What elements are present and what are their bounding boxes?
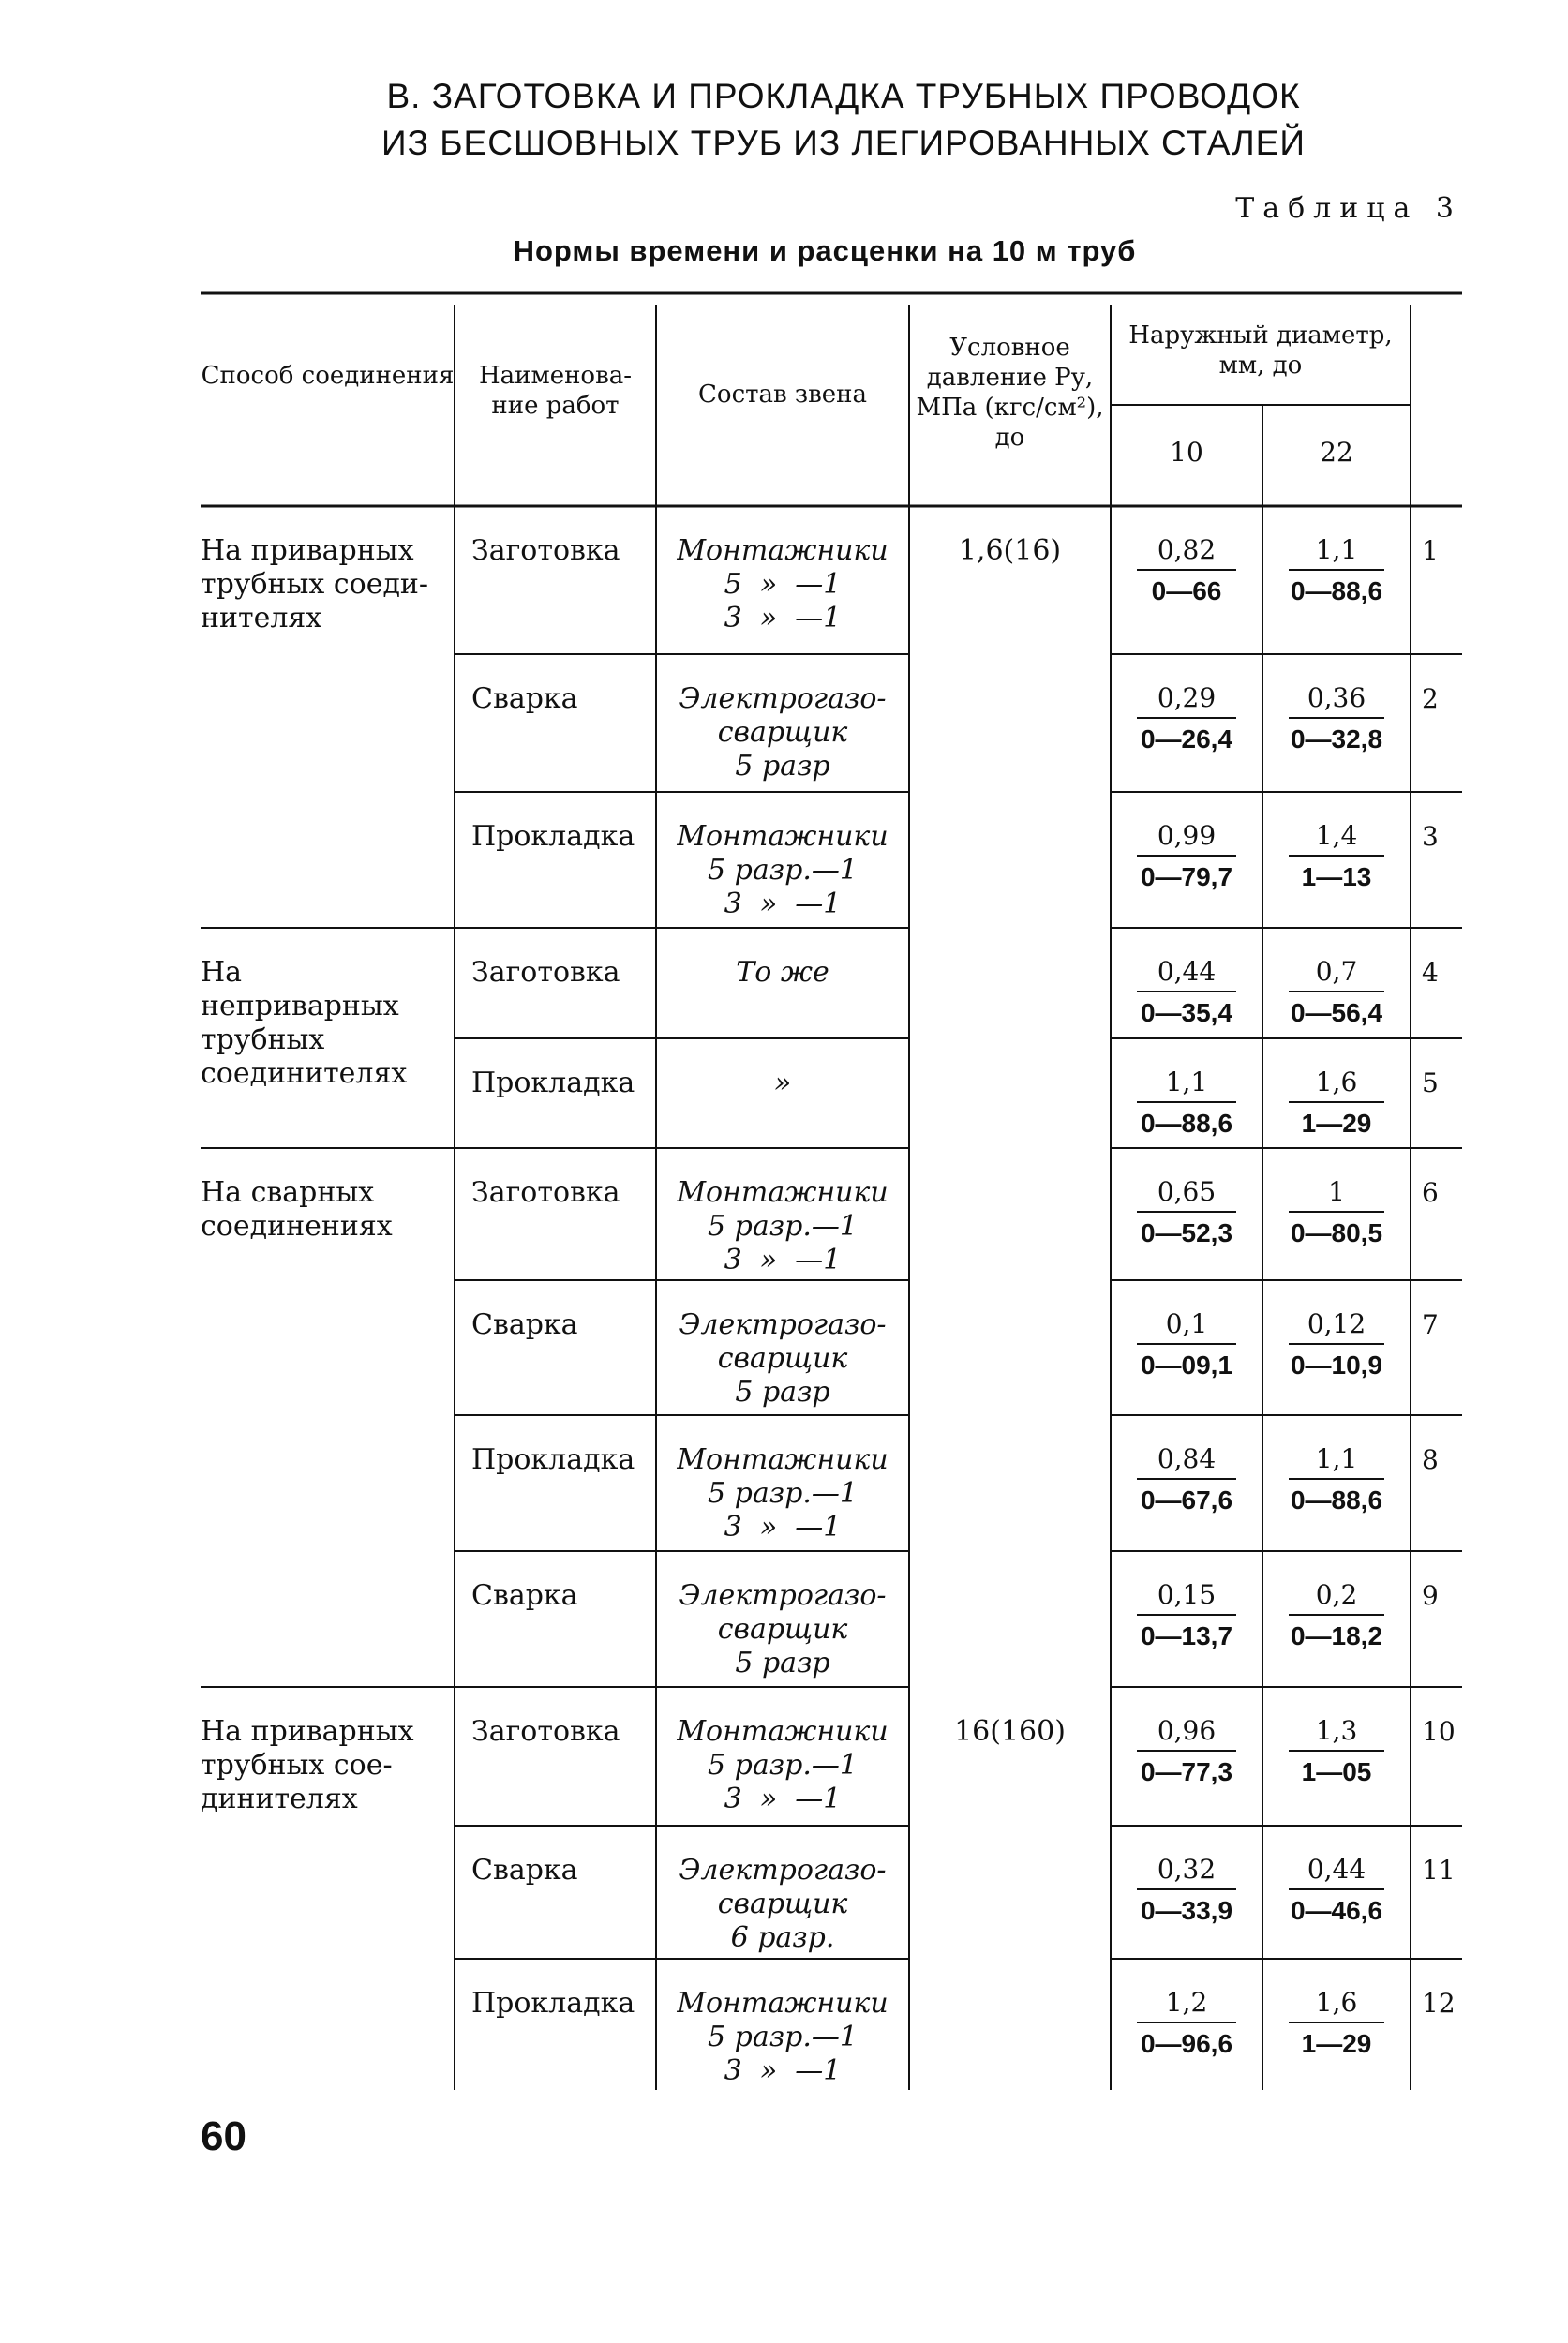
row-number: 2 xyxy=(1422,683,1439,714)
row-number: 5 xyxy=(1422,1067,1439,1098)
rate-d22: 0—80,5 xyxy=(1290,1218,1383,1247)
rate-d10: 0—33,9 xyxy=(1140,1896,1233,1925)
norm-time-d22: 1,4 xyxy=(1315,820,1358,851)
norm-time-d10: 0,96 xyxy=(1157,1715,1217,1746)
rate-d22: 0—56,4 xyxy=(1290,998,1383,1027)
header-d22: 22 xyxy=(1320,437,1353,468)
row-number: 10 xyxy=(1422,1716,1456,1747)
method-label: На приварных трубных соеди-нителях xyxy=(201,534,429,634)
norm-time-d10: 0,32 xyxy=(1157,1854,1217,1885)
rate-d22: 0—10,9 xyxy=(1290,1351,1383,1380)
row-number: 8 xyxy=(1422,1444,1439,1475)
work-name: Заготовка xyxy=(471,1176,620,1209)
work-name: Прокладка xyxy=(471,820,635,853)
title-line-2: ИЗ БЕСШОВНЫХ ТРУБ ИЗ ЛЕГИРОВАННЫХ СТАЛЕЙ xyxy=(381,124,1306,162)
rate-d10: 0—96,6 xyxy=(1140,2029,1233,2058)
page-number: 60 xyxy=(201,2113,246,2159)
work-name: Заготовка xyxy=(471,1715,620,1748)
norm-time-d22: 0,12 xyxy=(1307,1308,1366,1339)
row-number: 7 xyxy=(1422,1309,1439,1340)
rate-d22: 1—29 xyxy=(1301,2029,1372,2058)
header-crew: Состав звена xyxy=(698,381,867,409)
rate-d10: 0—35,4 xyxy=(1140,998,1233,1027)
rate-d10: 0—26,4 xyxy=(1140,724,1233,754)
crew-composition: То же xyxy=(736,956,829,989)
header-pressure: Условное давление Pу, МПа (кгс/см²), до xyxy=(916,334,1104,452)
crew-composition: Электрогазо- сварщик 5 разр xyxy=(679,1579,887,1679)
crew-composition: Электрогазо- сварщик 6 разр. xyxy=(679,1854,887,1954)
crew-composition: Монтажники 5 » —1 3 » —1 xyxy=(677,534,889,634)
row-number: 3 xyxy=(1422,821,1439,852)
crew-composition: » xyxy=(773,1067,792,1099)
row-number: 4 xyxy=(1422,957,1439,988)
norm-time-d10: 1,2 xyxy=(1165,1987,1208,2018)
norm-time-d10: 0,1 xyxy=(1165,1308,1208,1339)
norm-time-d22: 0,36 xyxy=(1307,682,1366,713)
work-name: Сварка xyxy=(471,1308,578,1341)
rate-d10: 0—13,7 xyxy=(1140,1621,1233,1650)
pressure-value: 1,6(16) xyxy=(958,534,1062,567)
header-method: Способ соединения xyxy=(201,362,455,390)
header-work: Наименова-ние работ xyxy=(478,362,633,420)
norm-time-d22: 1,1 xyxy=(1315,1443,1358,1474)
pressure-value: 16(160) xyxy=(954,1715,1066,1748)
row-number: 12 xyxy=(1422,1988,1456,2019)
norm-time-d22: 1,6 xyxy=(1315,1067,1358,1097)
table-label: Таблица 3 xyxy=(1235,192,1462,225)
crew-composition: Монтажники 5 разр.—1 3 » —1 xyxy=(677,820,889,920)
work-name: Прокладка xyxy=(471,1067,635,1099)
rate-d22: 0—88,6 xyxy=(1290,576,1383,605)
work-name: Заготовка xyxy=(471,534,620,567)
norm-time-d22: 1,6 xyxy=(1315,1987,1358,2018)
header-d10: 10 xyxy=(1170,437,1203,468)
row-number: 11 xyxy=(1422,1855,1456,1886)
crew-composition: Электрогазо- сварщик 5 разр xyxy=(679,1308,887,1409)
crew-composition: Монтажники 5 разр.—1 3 » —1 xyxy=(677,1443,889,1544)
rate-d22: 0—32,8 xyxy=(1290,724,1383,754)
method-label: На неприварных трубных соединителях xyxy=(201,956,408,1090)
norm-time-d10: 0,82 xyxy=(1157,534,1217,565)
method-label: На сварных соединениях xyxy=(201,1176,393,1243)
rate-d10: 0—09,1 xyxy=(1140,1351,1233,1380)
norm-time-d10: 0,15 xyxy=(1157,1579,1217,1610)
title-line-1: В. ЗАГОТОВКА И ПРОКЛАДКА ТРУБНЫХ ПРОВОДОК xyxy=(386,77,1301,115)
rate-d22: 1—13 xyxy=(1301,862,1372,891)
row-number: 9 xyxy=(1422,1580,1439,1611)
norm-time-d22: 0,44 xyxy=(1307,1854,1366,1885)
header-diameter: Наружный диаметр, мм, до xyxy=(1128,321,1393,380)
rate-d22: 1—05 xyxy=(1301,1757,1372,1786)
rate-d10: 0—66 xyxy=(1151,576,1222,605)
work-name: Прокладка xyxy=(471,1987,635,2020)
rate-d22: 0—88,6 xyxy=(1290,1485,1383,1515)
work-name: Сварка xyxy=(471,1854,578,1887)
rate-d10: 0—52,3 xyxy=(1140,1218,1233,1247)
crew-composition: Монтажники 5 разр.—1 3 » —1 xyxy=(677,1715,889,1815)
rate-d22: 0—18,2 xyxy=(1290,1621,1383,1650)
table-caption: Нормы времени и расценки на 10 м труб xyxy=(513,234,1137,267)
norm-time-d10: 0,99 xyxy=(1157,820,1217,851)
row-number: 1 xyxy=(1422,535,1439,566)
work-name: Сварка xyxy=(471,1579,578,1612)
rate-d10: 0—88,6 xyxy=(1140,1109,1233,1138)
norm-time-d22: 0,2 xyxy=(1315,1579,1358,1610)
work-name: Прокладка xyxy=(471,1443,635,1476)
rate-d22: 1—29 xyxy=(1301,1109,1372,1138)
row-number: 6 xyxy=(1422,1177,1439,1208)
rate-d22: 0—46,6 xyxy=(1290,1896,1383,1925)
work-name: Заготовка xyxy=(471,956,620,989)
norm-time-d22: 1,3 xyxy=(1315,1715,1358,1746)
norm-time-d22: 1 xyxy=(1328,1176,1345,1207)
method-label: На приварных трубных сое-динителях xyxy=(201,1715,414,1815)
norm-time-d10: 0,44 xyxy=(1157,956,1217,987)
crew-composition: Электрогазо- сварщик 5 разр xyxy=(679,682,887,783)
crew-composition: Монтажники 5 разр.—1 3 » —1 xyxy=(677,1176,889,1276)
norm-time-d22: 1,1 xyxy=(1315,534,1358,565)
work-name: Сварка xyxy=(471,682,578,715)
norm-time-d10: 0,29 xyxy=(1157,682,1217,713)
rate-d10: 0—77,3 xyxy=(1140,1757,1233,1786)
norm-time-d10: 0,84 xyxy=(1157,1443,1217,1474)
crew-composition: Монтажники 5 разр.—1 3 » —1 xyxy=(677,1987,889,2087)
norm-time-d10: 1,1 xyxy=(1165,1067,1208,1097)
norm-time-d22: 0,7 xyxy=(1315,956,1358,987)
norm-time-d10: 0,65 xyxy=(1157,1176,1217,1207)
rate-d10: 0—67,6 xyxy=(1140,1485,1233,1515)
rate-d10: 0—79,7 xyxy=(1140,862,1233,891)
